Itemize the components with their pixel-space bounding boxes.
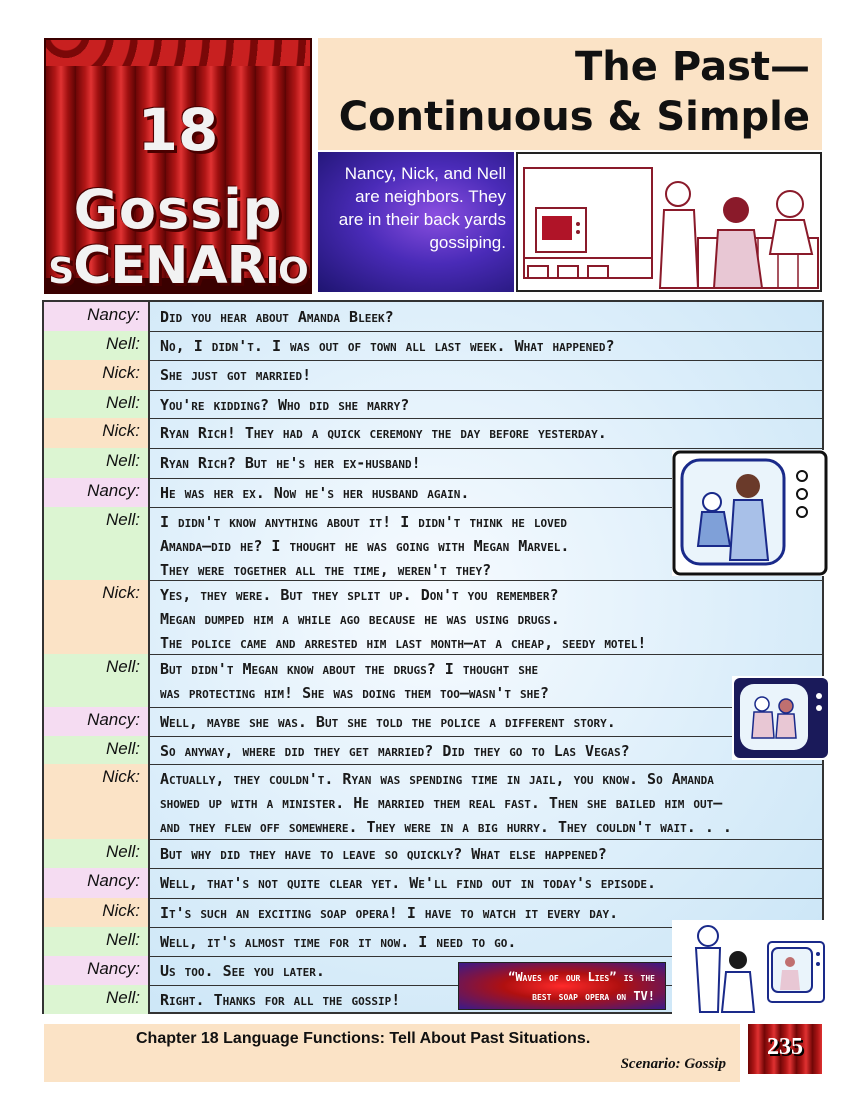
dialogue-table [42, 300, 824, 1014]
dialogue-row [44, 707, 822, 737]
speaker-label: Nell: [44, 390, 150, 418]
tv-couple-illustration [732, 676, 830, 760]
speaker-label: Nick: [44, 580, 150, 654]
dialogue-line: Well, it's almost time for it now. I need to go. [160, 933, 517, 951]
dialogue-line: I didn't know anything about it! I didn't think he loved [160, 513, 567, 531]
speaker-label: Nell: [44, 331, 150, 360]
neighbors-illustration [516, 152, 822, 292]
dialogue-line: He was her ex. Now he's her husband again. [160, 484, 470, 502]
dialogue-row [44, 360, 822, 391]
dialogue-line: Did you hear about Amanda Bleek? [160, 308, 394, 326]
dialogue-text [160, 736, 672, 763]
intro-text: Nancy, Nick, and Nell are neighbors. They are in their back yards gossiping. [338, 164, 506, 252]
speaker-label: Nell: [44, 927, 150, 956]
speaker-label: Nancy: [44, 707, 150, 736]
dialogue-line: Right. Thanks for all the gossip! [160, 991, 401, 1009]
speaker-label: Nell: [44, 507, 150, 580]
dialogue-row [44, 736, 822, 765]
dialogue-line: But why did they have to leave so quickly? What else happened? [160, 845, 607, 863]
dialogue-line: No, I didn't. I was out of town all last week. What happened? [160, 337, 615, 355]
page-number-box [748, 1024, 822, 1074]
chapter-number: 18 [137, 96, 219, 164]
soap-opera-banner [458, 962, 666, 1010]
dialogue-row [44, 331, 822, 361]
footer-chapter-functions: Chapter 18 Language Functions: Tell About Past Situations. [136, 1030, 591, 1047]
dialogue-line: showed up with a minister. He married them real fast. Then she bailed him out— [160, 794, 723, 812]
banner-line1: “Waves of our Lies” is the [508, 970, 655, 984]
dialogue-line: Well, that's not quite clear yet. We'll find out in today's episode. [160, 874, 657, 892]
dialogue-line: Well, maybe she was. But she told the police a different story. [160, 713, 616, 731]
dialogue-text [160, 898, 672, 925]
gossip-scenario-logo [44, 38, 312, 294]
banner-line2: best soap opera on TV! [532, 989, 655, 1003]
page-title-line1: The Past— [575, 44, 810, 90]
speaker-label: Nancy: [44, 478, 150, 507]
speaker-label: Nell: [44, 654, 150, 707]
speaker-label: Nick: [44, 764, 150, 839]
dialogue-row [44, 390, 822, 419]
dialogue-text [160, 302, 672, 329]
dialogue-text [160, 654, 672, 705]
dialogue-line: The police came and arrested him last month—at a cheap, seedy motel! [160, 634, 647, 652]
speaker-label: Nancy: [44, 956, 150, 985]
dialogue-line: Megan dumped him a while ago because he was using drugs. [160, 610, 560, 628]
speaker-label: Nell: [44, 448, 150, 478]
speaker-label: Nancy: [44, 302, 150, 331]
dialogue-row [44, 839, 822, 869]
dialogue-row [44, 580, 822, 655]
dialogue-row [44, 418, 822, 449]
dialogue-text [160, 927, 672, 954]
dialogue-text [160, 331, 672, 358]
dialogue-text [160, 360, 672, 387]
dialogue-line: Actually, they couldn't. Ryan was spending time in jail, you know. So Amanda [160, 770, 714, 788]
tv-proposal-illustration [672, 450, 828, 576]
dialogue-line: They were together all the time, weren't they? [160, 561, 492, 579]
dialogue-line: Us too. See you later. [160, 962, 325, 980]
speaker-label: Nick: [44, 898, 150, 927]
dialogue-row [44, 302, 822, 332]
dialogue-line: She just got married! [160, 366, 312, 384]
speaker-label: Nancy: [44, 868, 150, 898]
page-number: 235 [767, 1034, 803, 1060]
speaker-label: Nell: [44, 736, 150, 764]
dialogue-text [160, 478, 672, 505]
speaker-label: Nick: [44, 418, 150, 448]
dialogue-line: You're kidding? Who did she marry? [160, 396, 410, 414]
footer [44, 1024, 740, 1082]
dialogue-text [160, 580, 672, 655]
footer-scenario: Scenario: Gossip [620, 1056, 726, 1072]
logo-word-scenario: sCENARio [48, 236, 308, 294]
family-watching-tv-illustration [672, 920, 828, 1016]
curtain-valance [46, 40, 310, 66]
dialogue-line: It's such an exciting soap opera! I have to watch it every day. [160, 904, 619, 922]
dialogue-line: Ryan Rich? But he's her ex-husband! [160, 454, 421, 472]
logo-word-gossip: Gossip [73, 178, 283, 241]
dialogue-text [160, 839, 672, 866]
dialogue-text [160, 707, 672, 734]
speaker-label: Nell: [44, 985, 150, 1014]
dialogue-row [44, 654, 822, 708]
dialogue-line: Amanda—did he? I thought he was going with Megan Marvel. [160, 537, 570, 555]
dialogue-row [44, 764, 822, 840]
dialogue-row [44, 868, 822, 899]
dialogue-line: was protecting him! She was doing them too—wasn't she? [160, 684, 549, 702]
dialogue-text [160, 764, 732, 839]
dialogue-text [160, 390, 672, 417]
dialogue-text [160, 868, 672, 895]
dialogue-line: Yes, they were. But they split up. Don't you remember? [160, 586, 559, 604]
intro-box [318, 152, 514, 292]
speaker-label: Nell: [44, 839, 150, 868]
dialogue-text [160, 448, 672, 475]
title-box [318, 38, 822, 150]
page-title-line2: Continuous & Simple [338, 94, 810, 140]
dialogue-text [160, 507, 672, 582]
speaker-label: Nick: [44, 360, 150, 390]
dialogue-line: So anyway, where did they get married? Did they go to Las Vegas? [160, 742, 630, 760]
dialogue-text [160, 418, 672, 445]
dialogue-line: Ryan Rich! They had a quick ceremony the day before yesterday. [160, 424, 607, 442]
dialogue-line: But didn't Megan know about the drugs? I thought she [160, 660, 539, 678]
dialogue-line: and they flew off somewhere. They were in a big hurry. They couldn't wait. . . [160, 818, 732, 836]
